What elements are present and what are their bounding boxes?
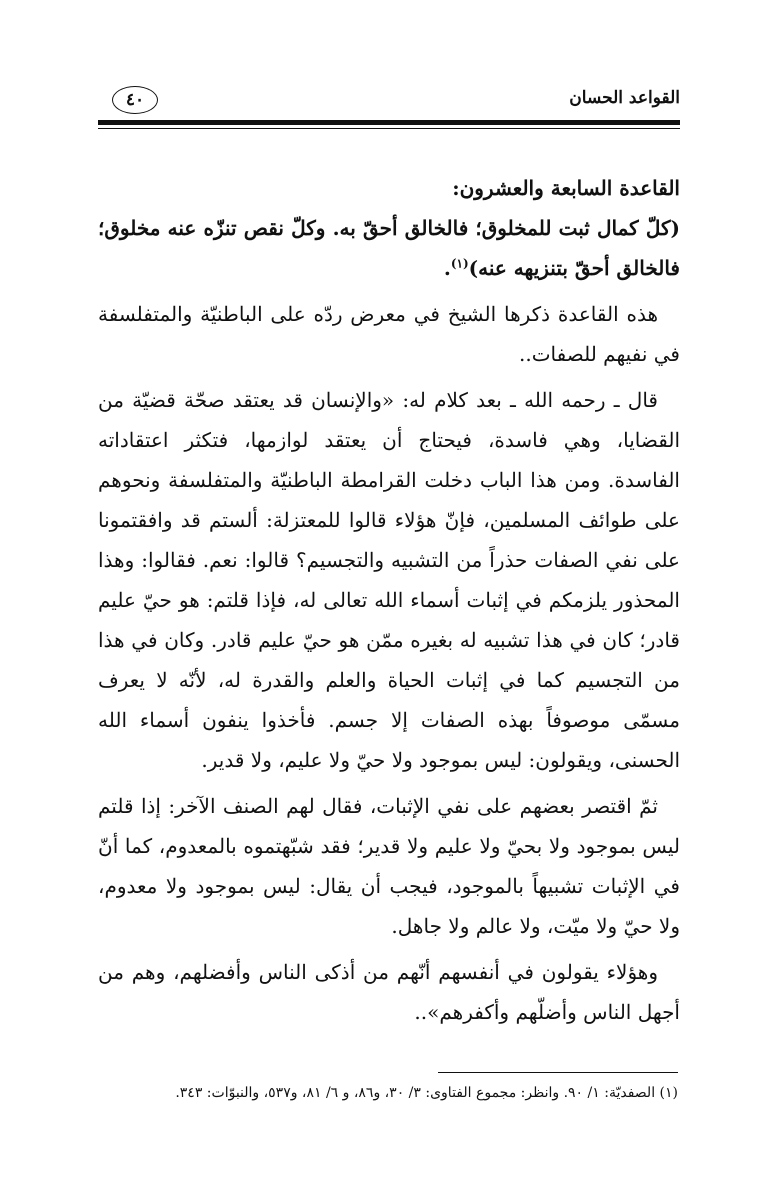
paragraph-intro: هذه القاعدة ذكرها الشيخ في معرض ردّه على الباطنيّة والمتفلسفة في نفيهم للصفات.. xyxy=(98,302,680,366)
running-title: القواعد الحسان xyxy=(569,88,680,108)
header-rule-thin xyxy=(98,128,680,129)
rule-statement-end: . xyxy=(443,256,451,280)
footnote: (١) الصفديّة: ١/ ٩٠. وانظر: مجموع الفتاوى: ٣/ ٣٠، و٨٦، و ٦/ ٨١، و٥٣٧، والنبوّات: ٣٤٣. xyxy=(175,1085,678,1101)
rule-statement-text: (كلّ كمال ثبت للمخلوق؛ فالخالق أحقّ به. وكلّ نقص تنزّه عنه مخلوق؛ فالخالق أحقّ بتنزيهه عنه) xyxy=(98,216,680,280)
footnote-reference[interactable]: (١) xyxy=(450,256,469,271)
rule-statement xyxy=(98,208,680,288)
page-number: ٤٠ xyxy=(112,86,158,114)
header-rule-thick xyxy=(98,120,680,125)
rule-heading: القاعدة السابعة والعشرون: xyxy=(452,176,680,200)
page-body xyxy=(98,168,680,1032)
paragraph-quote: قال ـ رحمه الله ـ بعد كلام له: «والإنسان قد يعتقد صحّة قضيّة من القضايا، وهي فاسدة، فيحتاج أن يعتقد لوازمها، فتكثر اعتقاداته الفاسدة. ومن هذا الباب دخلت القرامطة الباطنيّة والمتفلسفة ونحوهم على طوائف المسلمين، فإنّ هؤلاء قالوا للمعتزلة: ألستم قد وافقتمونا على نفي الصفات حذراً من التشبيه والتجسيم؟ قالوا: نعم. فقالوا: وهذا المحذور يلزمكم في إثبات أسماء الله تعالى له، فإذا قلتم: هو حيّ عليم قادر؛ كان في هذا تشبيه له بغيره ممّن هو حيّ عليم قادر. وكان في هذا من التجسيم كما في إثبات الحياة والعلم والقدرة له، لأنّه لا يعرف مسمّى موصوفاً بهذه الصفات إلا جسم. فأخذوا ينفون أسماء الله الحسنى، ويقولون: ليس بموجود ولا حيّ ولا عليم، ولا قدير. xyxy=(98,388,680,772)
paragraph-conclusion: وهؤلاء يقولون في أنفسهم أنّهم من أذكى الناس وأفضلهم، وهم من أجهل الناس وأضلّهم وأكفرهم».. xyxy=(98,960,680,1024)
page-header xyxy=(100,82,680,122)
footnote-separator xyxy=(438,1072,678,1073)
paragraph-response: ثمّ اقتصر بعضهم على نفي الإثبات، فقال لهم الصنف الآخر: إذا قلتم ليس بموجود ولا بحيّ ولا عليم ولا قدير؛ فقد شبّهتموه بالمعدوم، كما أنّ في الإثبات تشبيهاً بالموجود، فيجب أن يقال: ليس بموجود ولا معدوم، ولا حيّ ولا ميّت، ولا عالم ولا جاهل. xyxy=(98,794,680,938)
